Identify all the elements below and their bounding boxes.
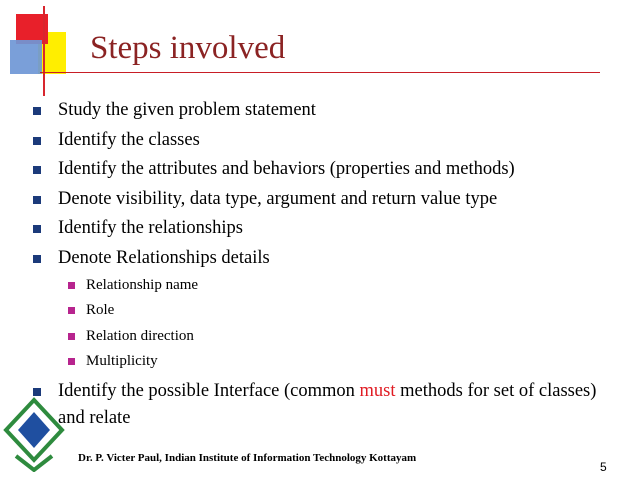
bullet-item: Identify the relationships <box>0 214 638 244</box>
bullet-item: Identify the classes <box>0 126 638 156</box>
title-underline <box>40 72 600 73</box>
sub-bullet-item: Relationship name <box>0 273 638 298</box>
institute-logo-icon <box>2 396 66 472</box>
footer-credit: Dr. P. Victer Paul, Indian Institute of Information Technology Kottayam <box>78 452 417 464</box>
decor-vertical-line <box>43 6 45 96</box>
bullet-text: Identify the possible Interface (common <box>58 381 360 402</box>
decor-blue-square <box>10 40 42 74</box>
sub-bullet-item: Multiplicity <box>0 349 638 374</box>
bullet-item: Denote visibility, data type, argument and return value type <box>0 185 638 215</box>
highlight-must: must <box>359 381 396 402</box>
bullet-text: methods for set of classes) and relate <box>58 381 597 429</box>
bullet-item: Study the given problem statement <box>0 96 638 126</box>
sub-bullet-item: Relation direction <box>0 324 638 349</box>
page-number: 5 <box>600 460 607 474</box>
slide-title: Steps involved <box>90 30 286 66</box>
bullet-item: Identify the attributes and behaviors (properties and methods) <box>0 155 638 185</box>
bullet-item-interface <box>0 378 638 432</box>
bullet-item: Denote Relationships details <box>0 244 638 274</box>
logo-diamond-inner <box>18 412 50 448</box>
bullet-list <box>0 96 638 432</box>
sub-bullet-item: Role <box>0 298 638 323</box>
